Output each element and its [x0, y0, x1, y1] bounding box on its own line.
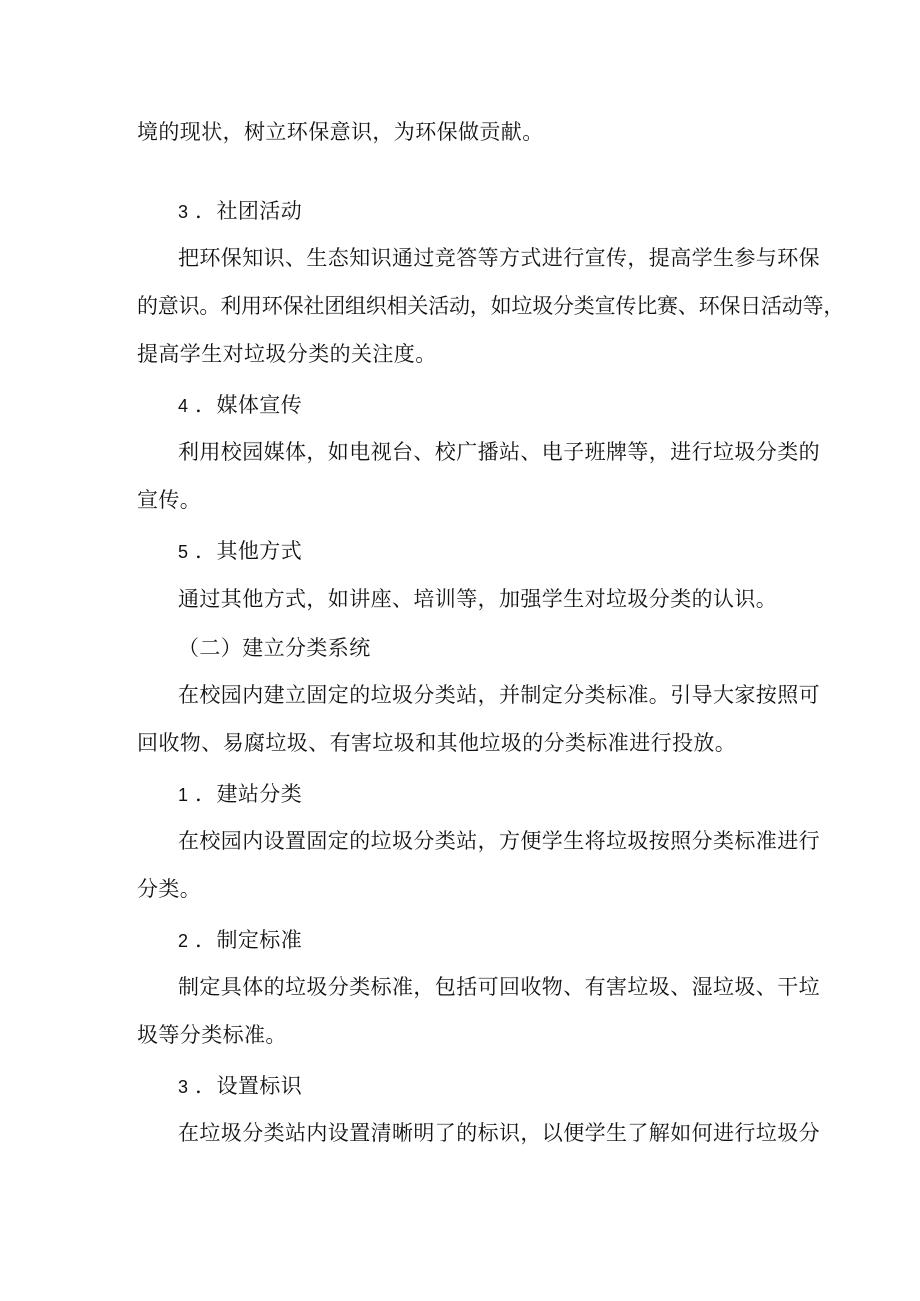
paragraph-line: 利用校园媒体，如电视台、校广播站、电子班牌等，进行垃圾分类的 [178, 440, 820, 464]
heading-number: 2 [178, 931, 189, 951]
paragraph-line: 提高学生对垃圾分类的关注度。 [137, 342, 437, 366]
section-heading [178, 390, 302, 421]
heading-title: 制定标准 [216, 928, 303, 952]
section-heading [178, 196, 302, 227]
section-heading [178, 779, 302, 810]
heading-separator: ． [195, 928, 217, 952]
heading-separator: ． [195, 1074, 217, 1098]
heading-separator: ． [195, 199, 217, 223]
subsection-heading: （二）建立分类系统 [178, 636, 371, 660]
heading-title: 其他方式 [216, 539, 303, 563]
heading-title: 社团活动 [216, 199, 303, 223]
paragraph-line: 宣传。 [137, 488, 202, 512]
heading-separator: ． [195, 393, 217, 417]
heading-title: 媒体宣传 [216, 393, 303, 417]
section-heading [178, 1071, 302, 1102]
paragraph-line: 在垃圾分类站内设置清晰明了的标识，以便学生了解如何进行垃圾分 [178, 1121, 820, 1145]
paragraph-line: 在校园内建立固定的垃圾分类站，并制定分类标准。引导大家按照可 [178, 683, 820, 707]
paragraph-line: 制定具体的垃圾分类标准，包括可回收物、有害垃圾、湿垃圾、干垃 [178, 975, 820, 999]
heading-number: 3 [178, 202, 189, 222]
paragraph-line: 分类。 [137, 877, 202, 901]
section-heading [178, 536, 302, 567]
heading-number: 1 [178, 785, 189, 805]
paragraph-line: 的意识。利用环保社团组织相关活动，如垃圾分类宣传比赛、环保日活动等， [137, 294, 845, 318]
heading-separator: ． [195, 539, 217, 563]
heading-separator: ． [195, 782, 217, 806]
heading-title: 设置标识 [216, 1074, 303, 1098]
paragraph-line: 通过其他方式，如讲座、培训等，加强学生对垃圾分类的认识。 [178, 587, 778, 611]
heading-number: 3 [178, 1077, 189, 1097]
paragraph-line: 回收物、易腐垃圾、有害垃圾和其他垃圾的分类标准进行投放。 [137, 731, 737, 755]
paragraph-line: 在校园内设置固定的垃圾分类站，方便学生将垃圾按照分类标准进行 [178, 829, 820, 853]
paragraph-line: 境的现状，树立环保意识，为环保做贡献。 [137, 120, 544, 144]
heading-number: 5 [178, 542, 189, 562]
section-heading [178, 925, 302, 956]
heading-number: 4 [178, 396, 189, 416]
paragraph-line: 圾等分类标准。 [137, 1023, 287, 1047]
heading-title: 建站分类 [216, 782, 303, 806]
paragraph-line: 把环保知识、生态知识通过竞答等方式进行宣传，提高学生参与环保 [178, 246, 820, 270]
